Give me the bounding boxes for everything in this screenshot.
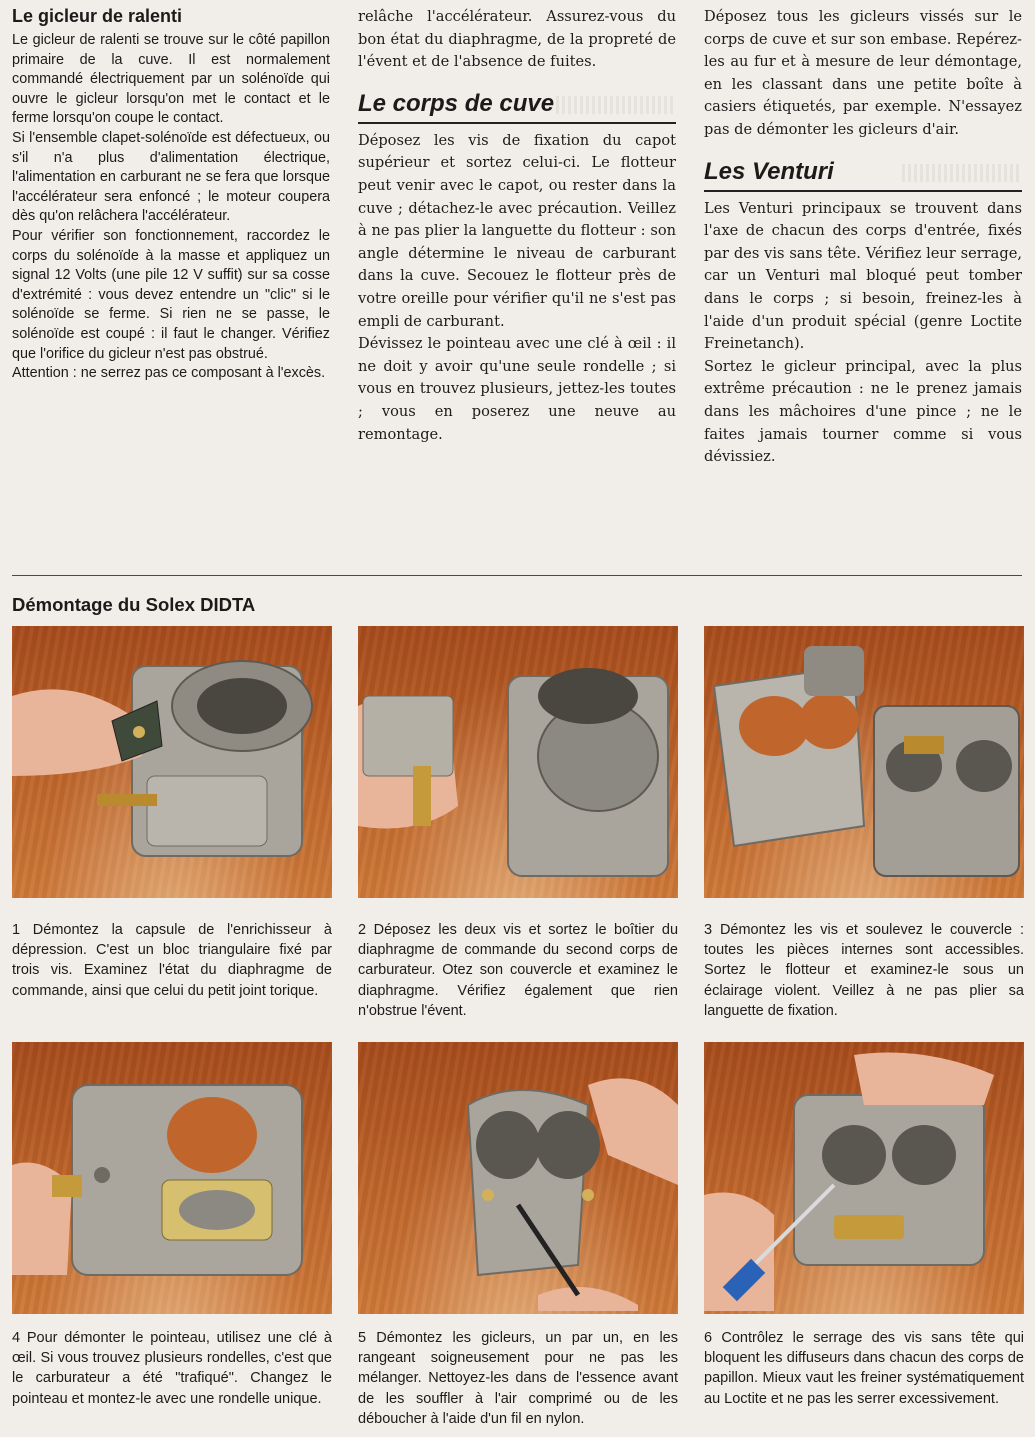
step-number: 6 [704, 1330, 713, 1346]
heading-idle-jet: Le gicleur de ralenti [12, 6, 183, 26]
column-middle [358, 6, 676, 446]
photo-step-3 [704, 626, 1024, 898]
paragraph: Sortez le gicleur principal, avec la plus extrême précaution : ne le prenez jamais dans les mâchoires d'une pince ; ne le faites jamais tourner comme si vous dévissiez. [704, 357, 1022, 466]
photo-step-2 [358, 626, 678, 898]
step-number: 3 [704, 922, 713, 938]
caption-step-4 [12, 1328, 332, 1409]
step-number: 1 [12, 922, 21, 938]
caption-step-5 [358, 1328, 678, 1429]
step-text: Contrôlez le serrage des vis sans tête qui bloquent les diffuseurs dans chacun des corps de papillon. Mieux vaut les freiner systématiquement au Loctite et ne pas les serrer excessivement. [704, 1330, 1024, 1407]
paragraph: Si l'ensemble clapet-solénoïde est défectueux, ou s'il n'a plus d'alimentation électrique, l'alimentation en carburant ne se fera que lorsque l'accélérateur sera enfoncé ; le moteur coupera dès qu'on relâchera l'accélérateur. [12, 129, 330, 225]
carburetor-illustration [358, 626, 678, 898]
photo-step-6 [704, 1042, 1024, 1314]
column-left [12, 6, 330, 384]
carburetor-illustration [358, 1042, 678, 1314]
caption-step-1 [12, 920, 332, 1001]
column-right [704, 6, 1022, 469]
photo-step-4 [12, 1042, 332, 1314]
gallery-title: Démontage du Solex DIDTA [12, 594, 256, 615]
section-title-float-bowl: Le corps de cuve [358, 90, 676, 124]
step-text: Démontez les vis et soulevez le couvercle : toutes les pièces internes sont accessibles. Sortez le flotteur et examinez-le sous un éclairage violent. Veillez à ne pas plier sa languette de fixation. [704, 922, 1024, 1019]
carburetor-illustration [704, 626, 1024, 898]
photo-step-1 [12, 626, 332, 898]
caption-step-3 [704, 920, 1024, 1021]
photo-step-5 [358, 1042, 678, 1314]
step-number: 2 [358, 922, 367, 938]
step-number: 4 [12, 1330, 21, 1346]
step-text: Démontez les gicleurs, un par un, en les rangeant soigneusement pour ne pas les mélanger. Nettoyez-les dans de l'essence avant de les souffler à l'air comprimé ou de les déboucher à l'aide d'un fil en nylon. [358, 1330, 678, 1427]
paragraph: Le gicleur de ralenti se trouve sur le côté papillon primaire de la cuve. Il est normalement commandé électriquement par un solénoïde qui ouvre le gicleur lorsqu'on met le contact et le ferme lorsqu'on coupe le contact. [12, 32, 330, 127]
caption-step-6 [704, 1328, 1024, 1409]
paragraph: Attention : ne serrez pas ce composant à l'excès. [12, 365, 326, 382]
step-text: Pour démonter le pointeau, utilisez une clé à œil. Si vous trouvez plusieurs rondelles, c'est que le carburateur a été "trafiqué". Changez le pointeau et montez-le avec une rondelle unique. [12, 1330, 332, 1407]
paragraph: Pour vérifier son fonctionnement, raccordez le corps du solénoïde à la masse et appliquez un signal 12 Volts (une pile 12 V suffit) sur sa cosse d'extrémité : vous devez entendre un "clic" si le solénoïde se ferme. Si rien ne se passe, le solénoïde est coupé : il faut le changer. Vérifiez que l'orifice du gicleur n'est pas obstrué. [12, 227, 330, 362]
paragraph: Déposez les vis de fixation du capot supérieur et sortez celui-ci. Le flotteur peut venir avec le capot, ou rester dans la cuve ; détachez-le avec précaution. Veillez à ne pas plier la languette du flotteur : son angle détermine le niveau de carburant dans la cuve. Secouez le flotteur près de votre oreille pour vérifier qu'il ne s'est pas empli de carburant. [358, 131, 676, 330]
step-text: Déposez les deux vis et sortez le boîtier du diaphragme de commande du second corps de carburateur. Otez son couvercle et examinez le diaphragme. Vérifiez également que rien n'obstrue l'évent. [358, 922, 679, 1019]
paragraph: Déposez tous les gicleurs vissés sur le corps de cuve et sur son embase. Repérez-les au fur et à mesure de leur démontage, en les classant dans une petite boîte à casiers étiquetés, par exemple. N'essayez pas de démonter les gicleurs d'air. [704, 8, 1022, 138]
step-number: 5 [358, 1330, 367, 1346]
paragraph: relâche l'accélérateur. Assurez-vous du bon état du diaphragme, de la propreté de l'évent et de l'absence de fuites. [358, 8, 676, 71]
section-title-venturi: Les Venturi [704, 158, 1022, 192]
carburetor-illustration [704, 1042, 1024, 1314]
paragraph: Dévissez le pointeau avec une clé à œil : il ne doit y avoir qu'une seule rondelle ; si vous en trouvez plusieurs, jettez-les toutes ; vous en poserez une neuve au remontage. [358, 335, 676, 443]
paragraph: Les Venturi principaux se trouvent dans l'axe de chacun des corps d'entrée, fixés par des vis sans tête. Vérifiez leur serrage, car un Venturi mal bloqué peut tomber dans le corps ; si besoin, freinez-les à l'aide d'un produit spécial (genre Loctite Freinetanch). [704, 199, 1022, 353]
step-text: Démontez la capsule de l'enrichisseur à dépression. C'est un bloc triangulaire fixé par trois vis. Examinez l'état du diaphragme de commande, ainsi que celui du petit joint torique. [12, 922, 332, 999]
carburetor-illustration [12, 1042, 332, 1314]
section-divider [12, 575, 1022, 576]
caption-step-2 [358, 920, 678, 1021]
carburetor-illustration [12, 626, 332, 898]
